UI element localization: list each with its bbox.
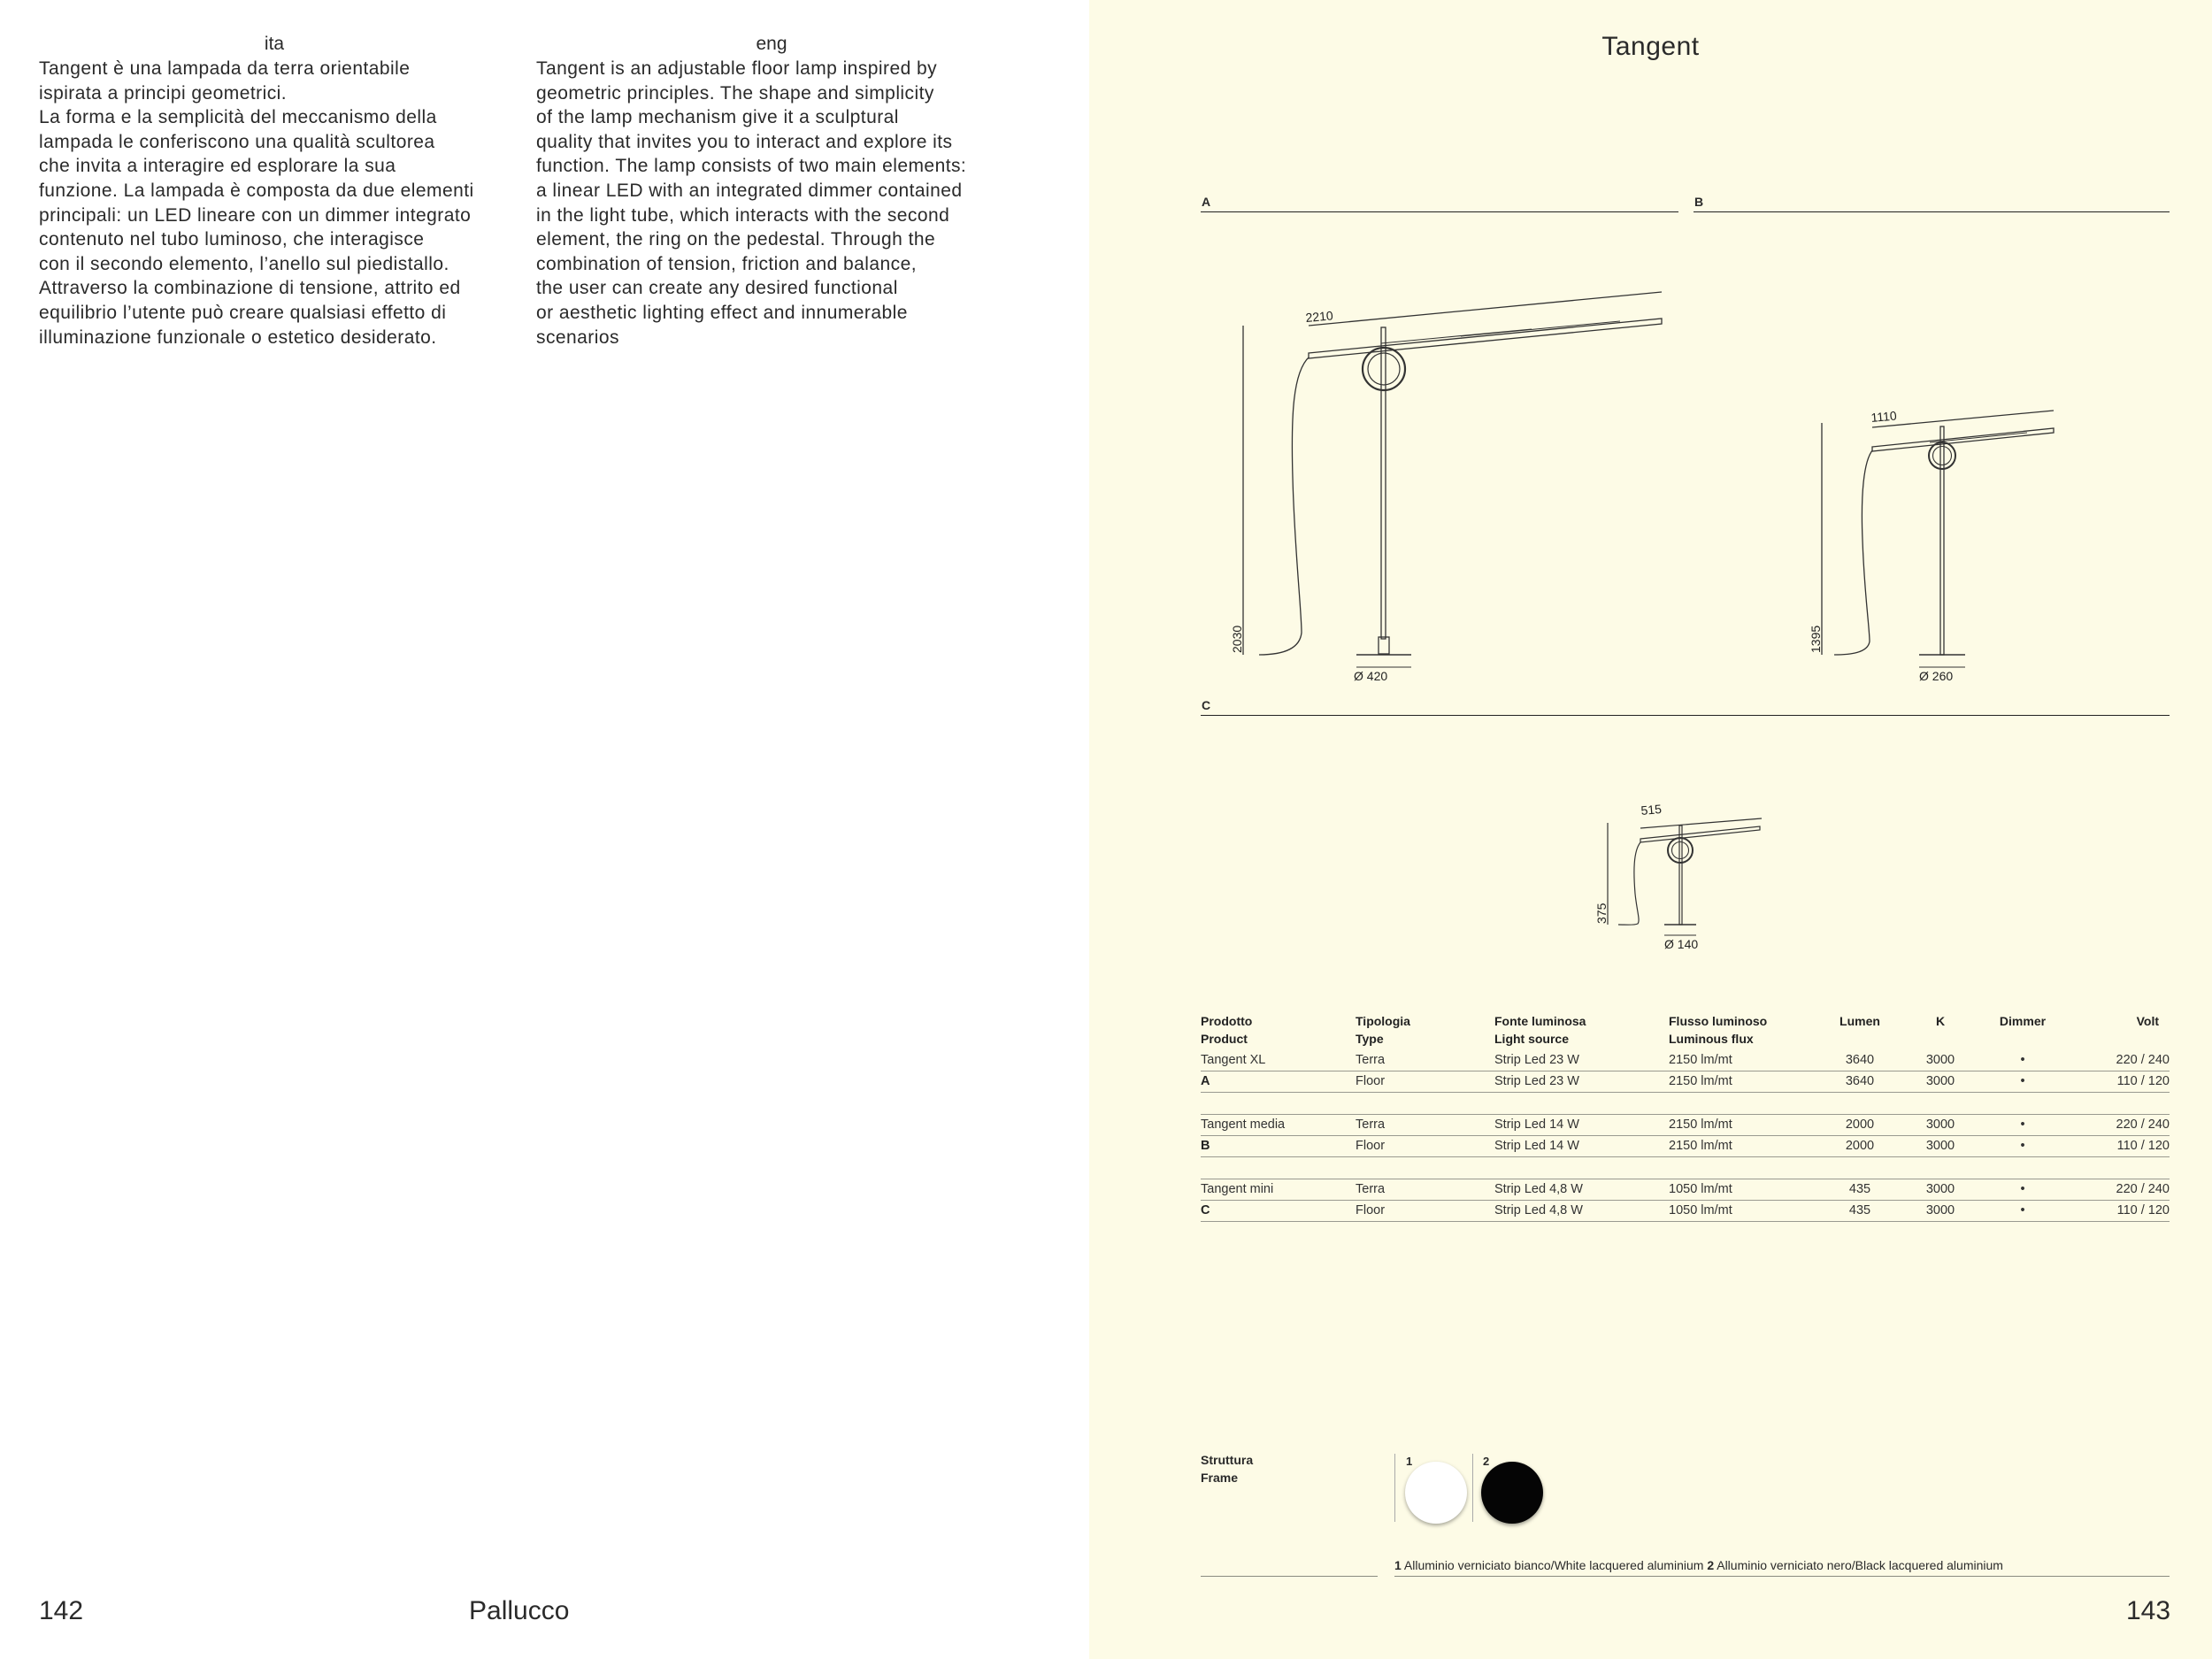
cell-light-source: Strip Led 23 W <box>1494 1050 1669 1071</box>
finish-note-number-1: 1 <box>1394 1558 1402 1572</box>
cell-volt: 220 / 240 <box>2061 1115 2170 1136</box>
table-row <box>1201 1179 2170 1201</box>
header-product: Prodotto Product <box>1201 1014 1253 1046</box>
cell-flux: 2150 lm/mt <box>1669 1136 1824 1157</box>
table-spacer <box>1201 1157 2170 1179</box>
cell-type: Terra <box>1356 1115 1494 1136</box>
brand-name: Pallucco <box>469 1596 570 1625</box>
cell-lumen: 435 <box>1824 1201 1896 1222</box>
dimension-length-a: 2210 <box>1304 308 1334 325</box>
frame-label-ita: Struttura <box>1201 1453 1254 1467</box>
frame-label <box>1201 1451 1253 1486</box>
header-luminous-flux: Flusso luminoso Luminous flux <box>1669 1014 1768 1046</box>
header-k: K <box>1935 1014 1946 1028</box>
cell-lumen: 2000 <box>1824 1136 1896 1157</box>
dimension-height-b: 1395 <box>1809 625 1823 653</box>
finish-rule-left <box>1201 1576 1378 1577</box>
cell-k: 3000 <box>1896 1179 1985 1201</box>
table-row <box>1201 1115 2170 1136</box>
cell-dimmer: • <box>1985 1071 2061 1093</box>
cell-volt: 110 / 120 <box>2061 1201 2170 1222</box>
swatch-number-2: 2 <box>1483 1455 1490 1468</box>
header-light-source: Fonte luminosa Light source <box>1494 1014 1586 1046</box>
cell-light-source: Strip Led 23 W <box>1494 1071 1669 1093</box>
product-title: Tangent <box>1601 32 1700 61</box>
cell-flux: 1050 lm/mt <box>1669 1179 1824 1201</box>
cell-flux: 1050 lm/mt <box>1669 1201 1824 1222</box>
table-row <box>1201 1136 2170 1157</box>
eng-heading: eng <box>756 34 787 54</box>
cell-k: 3000 <box>1896 1201 1985 1222</box>
cell-dimmer: • <box>1985 1179 2061 1201</box>
section-label-b: B <box>1694 195 1704 209</box>
cell-type: Floor <box>1356 1136 1494 1157</box>
cell-product: Tangent XL <box>1201 1050 1356 1071</box>
cell-lumen: 435 <box>1824 1179 1896 1201</box>
dimension-length-b: 1110 <box>1870 408 1898 425</box>
finish-note-text-1: Alluminio verniciato bianco/White lacquered aluminium <box>1403 1558 1704 1572</box>
table-header-row <box>1201 1012 2170 1050</box>
cell-light-source: Strip Led 4,8 W <box>1494 1201 1669 1222</box>
cell-product: Tangent mini <box>1201 1179 1356 1201</box>
cell-type: Terra <box>1356 1050 1494 1071</box>
cell-volt: 220 / 240 <box>2061 1050 2170 1071</box>
right-page <box>1089 0 2212 1659</box>
cell-volt: 110 / 120 <box>2061 1071 2170 1093</box>
cell-k: 3000 <box>1896 1071 1985 1093</box>
swatch-divider <box>1472 1454 1473 1522</box>
cell-type: Floor <box>1356 1201 1494 1222</box>
frame-label-eng: Frame <box>1201 1471 1239 1485</box>
cell-product: C <box>1201 1201 1356 1222</box>
dimension-base-c: Ø 140 <box>1664 937 1699 951</box>
cell-volt: 220 / 240 <box>2061 1179 2170 1201</box>
finish-note-text-2: Alluminio verniciato nero/Black lacquered aluminium <box>1717 1558 2003 1572</box>
header-lumen: Lumen <box>1839 1014 1880 1028</box>
eng-description: Tangent is an adjustable floor lamp inspired by geometric principles. The shape and simplicity of the lamp mechanism give it a sculptural quality that invites you to interact and explore its function. The lamp consists of two main elements: a linear LED with an integrated dimmer contained in the light tube, which interacts with the second element, the ring on the pedestal. Through the combination of tension, friction and balance, the user can create any desired functional or aesthetic lighting effect and innumerable scenarios <box>536 58 967 348</box>
cell-lumen: 3640 <box>1824 1050 1896 1071</box>
cell-flux: 2150 lm/mt <box>1669 1115 1824 1136</box>
cell-k: 3000 <box>1896 1050 1985 1071</box>
specs-table <box>1201 1012 2170 1222</box>
header-volt: Volt <box>2136 1014 2159 1028</box>
swatch-divider <box>1394 1454 1395 1522</box>
cell-k: 3000 <box>1896 1115 1985 1136</box>
swatch-number-1: 1 <box>1406 1455 1413 1468</box>
cell-lumen: 2000 <box>1824 1115 1896 1136</box>
dimension-height-c: 375 <box>1594 902 1609 924</box>
page-number-left: 142 <box>39 1596 84 1625</box>
table-spacer <box>1201 1093 2170 1115</box>
section-label-c: C <box>1202 698 1211 712</box>
cell-volt: 110 / 120 <box>2061 1136 2170 1157</box>
page-number-right: 143 <box>2126 1596 2171 1625</box>
dimension-length-c: 515 <box>1640 802 1663 818</box>
cell-dimmer: • <box>1985 1136 2061 1157</box>
ita-description: Tangent è una lampada da terra orientabile ispirata a principi geometrici. La forma e la semplicità del meccanismo della lampada le conferiscono una qualità scultorea che invita a interagire ed esplorare la sua funzione. La lampada è composta da due elementi principali: un LED lineare con un dimmer integrato contenuto nel tubo luminoso, che interagisce con il secondo elemento, l’anello sul piedistallo. Attraverso la combinazione di tensione, attrito ed equilibrio l’utente può creare qualsiasi effetto di illuminazione funzionale o estetico desiderato. <box>39 58 474 348</box>
cell-product: A <box>1201 1071 1356 1093</box>
cell-product: Tangent media <box>1201 1115 1356 1136</box>
cell-flux: 2150 lm/mt <box>1669 1071 1824 1093</box>
table-row <box>1201 1071 2170 1093</box>
cell-type: Terra <box>1356 1179 1494 1201</box>
cell-lumen: 3640 <box>1824 1071 1896 1093</box>
finish-note <box>1394 1558 2003 1572</box>
header-type: Tipologia Type <box>1356 1014 1410 1046</box>
cell-dimmer: • <box>1985 1115 2061 1136</box>
cell-light-source: Strip Led 14 W <box>1494 1115 1669 1136</box>
cell-type: Floor <box>1356 1071 1494 1093</box>
cell-light-source: Strip Led 4,8 W <box>1494 1179 1669 1201</box>
dimension-height-a: 2030 <box>1230 625 1244 653</box>
dimension-base-b: Ø 260 <box>1919 669 1954 683</box>
cell-dimmer: • <box>1985 1201 2061 1222</box>
dimension-base-a: Ø 420 <box>1354 669 1388 683</box>
lamp-drawing-c <box>1089 0 2212 1659</box>
table-row <box>1201 1201 2170 1222</box>
ita-heading: ita <box>264 34 285 54</box>
left-page <box>0 0 1089 1659</box>
cell-product: B <box>1201 1136 1356 1157</box>
section-label-a: A <box>1202 195 1211 209</box>
header-dimmer: Dimmer <box>1999 1014 2047 1028</box>
swatch-black <box>1481 1462 1543 1524</box>
cell-flux: 2150 lm/mt <box>1669 1050 1824 1071</box>
finish-rule-right <box>1394 1576 2170 1577</box>
finish-note-number-2: 2 <box>1707 1558 1715 1572</box>
swatch-white <box>1405 1462 1467 1524</box>
table-row <box>1201 1050 2170 1071</box>
cell-light-source: Strip Led 14 W <box>1494 1136 1669 1157</box>
cell-k: 3000 <box>1896 1136 1985 1157</box>
cell-dimmer: • <box>1985 1050 2061 1071</box>
